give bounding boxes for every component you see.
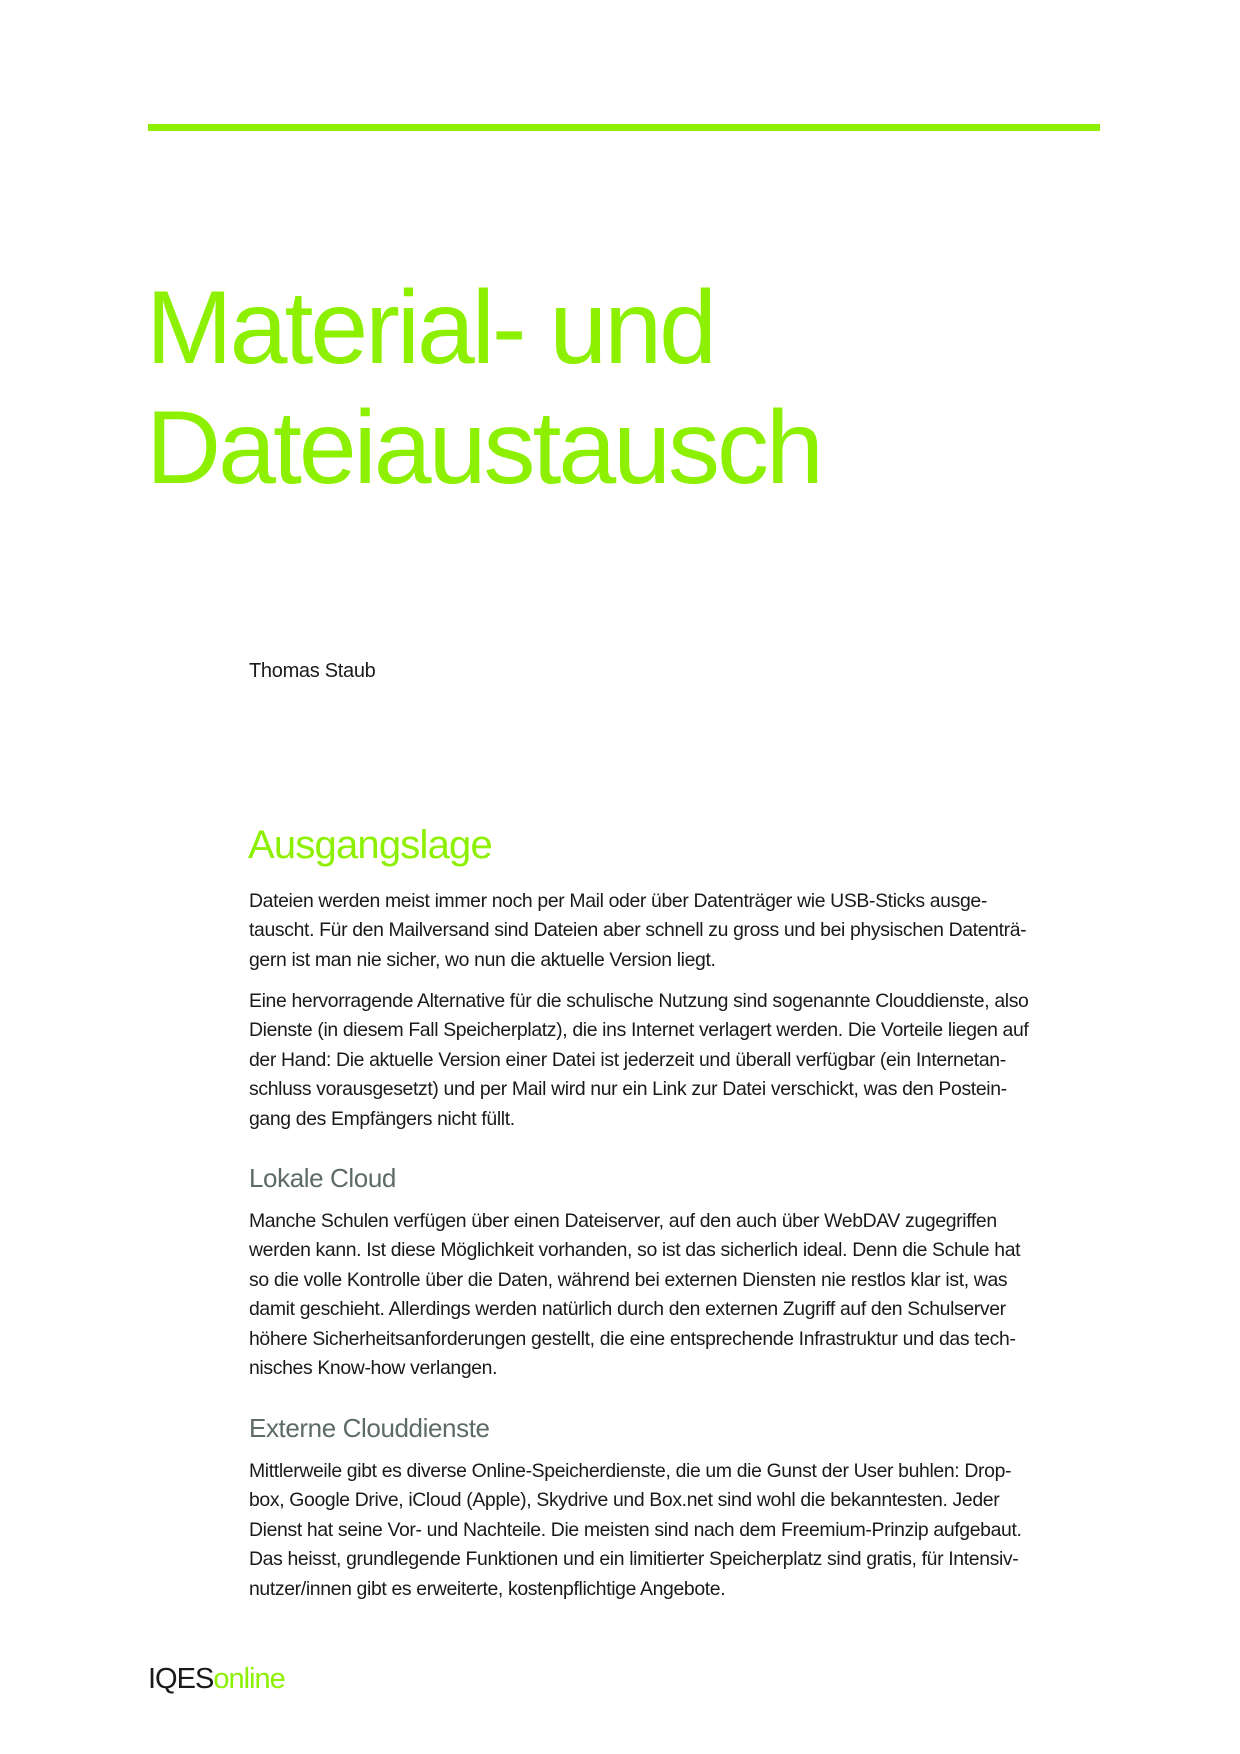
paragraph bbox=[249, 1457, 1022, 1604]
text-line: gang des Empfängers nicht füllt. bbox=[249, 1107, 515, 1130]
paragraph bbox=[249, 887, 1026, 975]
header-accent-rule bbox=[148, 124, 1100, 131]
text-line: box, Google Drive, iCloud (Apple), Skydrive und Box.net sind wohl die bekanntesten. Jeder bbox=[249, 1489, 1000, 1512]
title-line: Material- und bbox=[146, 270, 714, 386]
text-line: Mittlerweile gibt es diverse Online-Speicherdienste, die um die Gunst der User buhlen: Drop- bbox=[249, 1460, 1012, 1482]
paragraph bbox=[249, 987, 1029, 1134]
text-line: Dienst hat seine Vor- und Nachteile. Die meisten sind nach dem Freemium-Prinzip aufgebaut. bbox=[249, 1518, 1022, 1541]
text-line: Manche Schulen verfügen über einen Dateiserver, auf den auch über WebDAV zugegriffen bbox=[249, 1210, 997, 1232]
text-line: Eine hervorragende Alternative für die schulische Nutzung sind sogenannte Clouddienste, also bbox=[249, 990, 1029, 1012]
text-line: Dateien werden meist immer noch per Mail oder über Datenträger wie USB-Sticks ausge- bbox=[249, 890, 987, 912]
text-line: so die volle Kontrolle über die Daten, während bei externen Diensten nie restlos klar ist, was bbox=[249, 1268, 1008, 1291]
text-line: der Hand: Die aktuelle Version einer Datei ist jederzeit und überall verfügbar (ein Internetan- bbox=[249, 1048, 1006, 1071]
text-line: höhere Sicherheitsanforderungen gestellt, die eine entsprechende Infrastruktur und das tech- bbox=[249, 1327, 1016, 1350]
text-line: nutzer/innen gibt es erweiterte, kostenpflichtige Angebote. bbox=[249, 1577, 726, 1600]
text-line: gern ist man nie sicher, wo nun die aktuelle Version liegt. bbox=[249, 948, 716, 971]
subheading-externe-clouddienste: Externe Clouddienste bbox=[249, 1413, 490, 1443]
text-line: Das heisst, grundlegende Funktionen und ein limitierter Speicherplatz sind gratis, für Intensiv- bbox=[249, 1548, 1019, 1571]
text-line: damit geschieht. Allerdings werden natürlich durch den externen Zugriff auf den Schulserver bbox=[249, 1298, 1006, 1321]
iqesonline-logo bbox=[148, 1663, 285, 1696]
section-heading-ausgangslage: Ausgangslage bbox=[248, 823, 492, 867]
logo-text-online: online bbox=[213, 1663, 285, 1695]
paragraph bbox=[249, 1207, 1020, 1383]
title-line: Dateiaustausch bbox=[146, 390, 821, 506]
text-line: schluss vorausgesetzt) und per Mail wird nur ein Link zur Datei verschickt, was den Postein- bbox=[249, 1078, 1007, 1101]
document-title bbox=[146, 268, 821, 508]
text-line: Dienste (in diesem Fall Speicherplatz), die ins Internet verlagert werden. Die Vorteile liegen auf bbox=[249, 1019, 1029, 1042]
text-line: werden kann. Ist diese Möglichkeit vorhanden, so ist das sicherlich ideal. Denn die Schule hat bbox=[249, 1239, 1021, 1262]
subheading-lokale-cloud: Lokale Cloud bbox=[249, 1163, 396, 1193]
logo-text-iqes: IQES bbox=[148, 1663, 214, 1695]
text-line: nisches Know-how verlangen. bbox=[249, 1357, 498, 1380]
text-line: tauscht. Für den Mailversand sind Dateien aber schnell zu gross und bei physischen Datenträ- bbox=[249, 919, 1027, 942]
author-name: Thomas Staub bbox=[249, 660, 376, 682]
